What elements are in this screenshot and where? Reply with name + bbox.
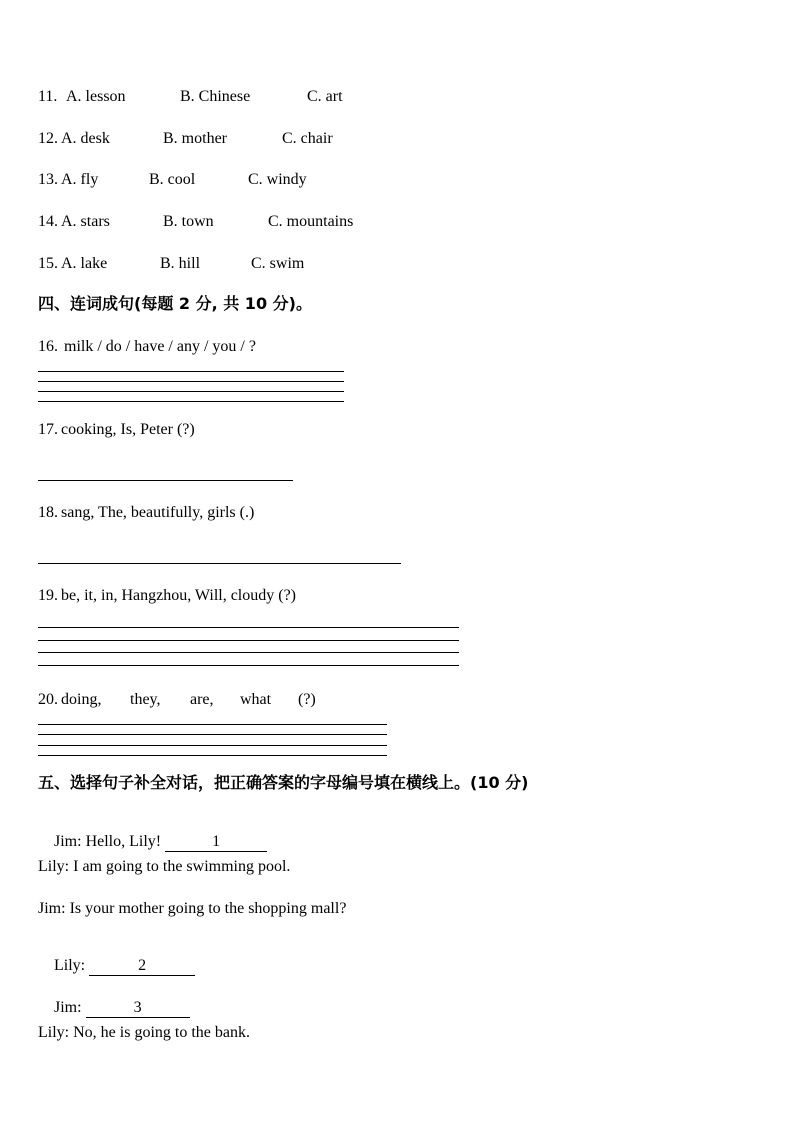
question-number: 19. bbox=[38, 587, 58, 604]
option-a: A. lesson bbox=[66, 88, 126, 105]
section-5-heading: 五、选择句子补全对话，把正确答案的字母编号填在横线上。(10 分) bbox=[38, 773, 529, 792]
word-2: they, bbox=[130, 691, 161, 708]
question-words: sang, The, beautifully, girls (.) bbox=[61, 504, 255, 521]
section-4-heading: 四、连词成句(每题 2 分, 共 10 分)。 bbox=[38, 294, 312, 313]
option-b: B. Chinese bbox=[180, 88, 251, 105]
answer-line[interactable] bbox=[38, 734, 387, 735]
question-words: be, it, in, Hangzhou, Will, cloudy (?) bbox=[61, 587, 297, 604]
option-b: B. hill bbox=[160, 255, 201, 272]
option-c: C. art bbox=[307, 88, 343, 105]
option-c: C. chair bbox=[282, 130, 333, 147]
answer-line[interactable] bbox=[38, 401, 344, 402]
answer-line[interactable] bbox=[38, 371, 344, 372]
answer-line[interactable] bbox=[38, 724, 387, 725]
answer-line[interactable] bbox=[38, 627, 459, 628]
question-number: 17. bbox=[38, 421, 58, 438]
word-5: (?) bbox=[298, 691, 316, 708]
item-number: 11. bbox=[38, 88, 58, 105]
question-number: 16. bbox=[38, 338, 58, 355]
answer-line[interactable] bbox=[38, 640, 459, 641]
dialogue-text: Jim: Hello, Lily! bbox=[54, 833, 166, 850]
answer-line[interactable] bbox=[38, 381, 344, 382]
option-a: A. lake bbox=[61, 255, 108, 272]
answer-blank-3[interactable]: 3 bbox=[86, 1000, 190, 1018]
answer-line[interactable] bbox=[38, 745, 387, 746]
word-4: what bbox=[240, 691, 272, 708]
answer-line[interactable] bbox=[38, 652, 459, 653]
answer-line[interactable] bbox=[38, 665, 459, 666]
item-number: 14. bbox=[38, 213, 58, 230]
question-words: cooking, Is, Peter (?) bbox=[61, 421, 195, 438]
question-number: 20. bbox=[38, 691, 58, 708]
dialogue-text: Jim: bbox=[54, 999, 86, 1016]
answer-blank-1[interactable]: 1 bbox=[165, 834, 267, 852]
option-b: B. town bbox=[163, 213, 214, 230]
dialogue-line-3: Jim: Is your mother going to the shopping mall? bbox=[38, 900, 347, 917]
item-number: 13. bbox=[38, 171, 58, 188]
answer-line[interactable] bbox=[38, 755, 387, 756]
option-b: B. mother bbox=[163, 130, 227, 147]
item-number: 15. bbox=[38, 255, 58, 272]
word-1: doing, bbox=[61, 691, 102, 708]
dialogue-line-6: Lily: No, he is going to the bank. bbox=[38, 1024, 250, 1041]
option-a: A. fly bbox=[61, 171, 99, 188]
answer-line[interactable] bbox=[38, 563, 401, 564]
answer-line[interactable] bbox=[38, 391, 344, 392]
dialogue-line-2: Lily: I am going to the swimming pool. bbox=[38, 858, 291, 875]
answer-blank-2[interactable]: 2 bbox=[89, 958, 195, 976]
dialogue-text: Lily: bbox=[54, 957, 90, 974]
item-number: 12. bbox=[38, 130, 58, 147]
answer-line[interactable] bbox=[38, 480, 293, 481]
option-c: C. windy bbox=[248, 171, 307, 188]
option-b: B. cool bbox=[149, 171, 196, 188]
option-a: A. stars bbox=[61, 213, 110, 230]
option-c: C. mountains bbox=[268, 213, 354, 230]
question-number: 18. bbox=[38, 504, 58, 521]
question-words: milk / do / have / any / you / ? bbox=[60, 338, 256, 355]
option-a: A. desk bbox=[61, 130, 110, 147]
word-3: are, bbox=[190, 691, 214, 708]
option-c: C. swim bbox=[251, 255, 305, 272]
